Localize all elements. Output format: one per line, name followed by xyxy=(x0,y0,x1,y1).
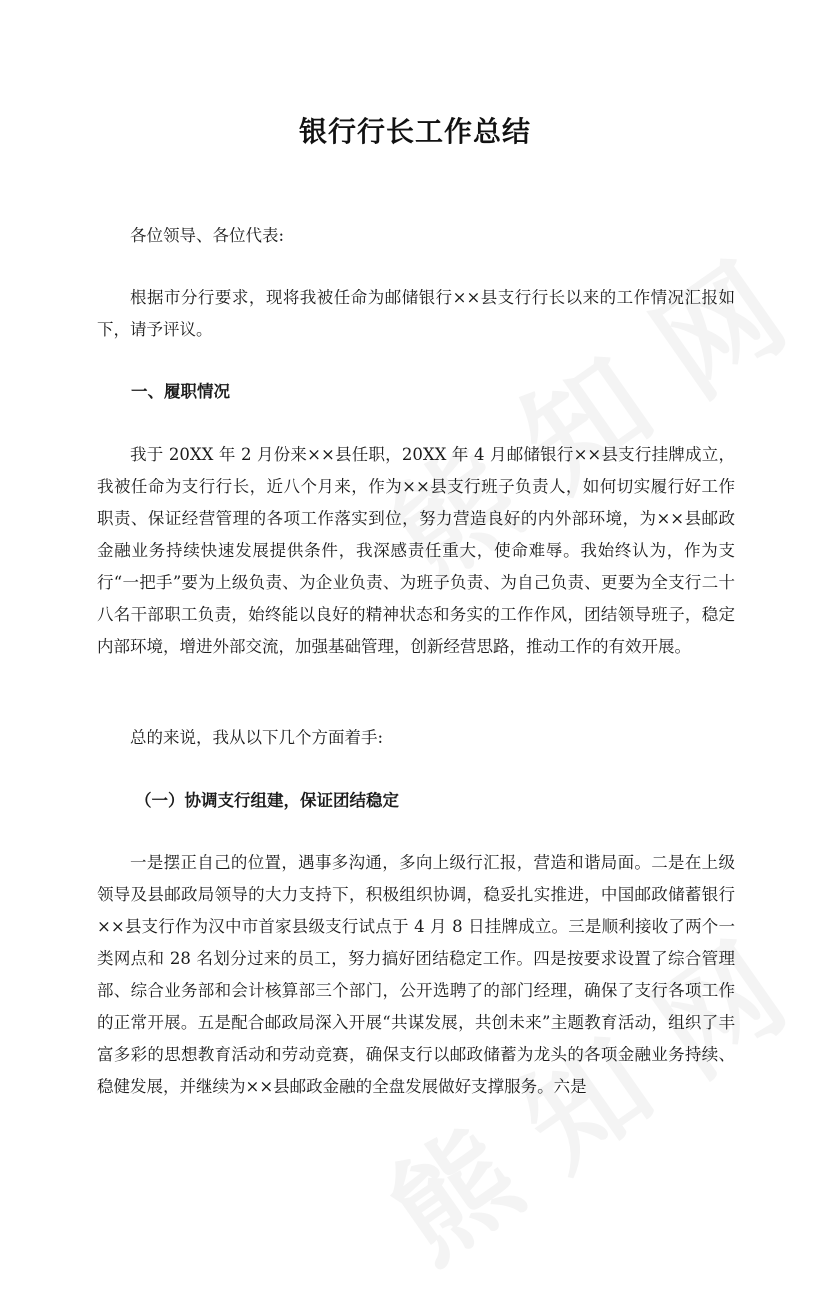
intro-paragraph: 根据市分行要求，现将我被任命为邮储银行××县支行行长以来的工作情况汇报如下，请予评议。 xyxy=(97,288,735,339)
salutation: 各位领导、各位代表: xyxy=(130,226,285,245)
section-heading-1: 一、履职情况 xyxy=(131,382,230,401)
summary-intro: 总的来说，我从以下几个方面着手: xyxy=(130,728,384,747)
subsection-1-paragraph: 一是摆正自己的位置，遇事多沟通，多向上级行汇报，营造和谐局面。二是在上级领导及县邮政局领导的大力支持下，积极组织协调，稳妥扎实推进，中国邮政储蓄银行××县支行作为汉中市首家县级支行试点于 4 月 8 日挂牌成立。三是顺利接收了两个一类网点和 28 名划分过来的员工，努力搞好团结稳定工作。四是按要求设置了综合管理部、综合业务部和会计核算部三个部门，公开选聘了的部门经理，确保了支行各项工作的正常开展。五是配合邮政局深入开展“共谋发展，共创未来”主题教育活动，组织了丰富多彩的思想教育活动和劳动竞赛，确保支行以邮政储蓄为龙头的各项金融业务持续、稳健发展，并继续为××县邮政金融的全盘发展做好支撑服务。六是 xyxy=(97,853,735,1096)
subsection-heading-1: （一）协调支行组建，保证团结稳定 xyxy=(135,791,399,810)
document-title: 银行行长工作总结 xyxy=(298,115,531,148)
section-1-paragraph: 我于 20XX 年 2 月份来××县任职，20XX 年 4 月邮储银行××县支行挂牌成立，我被任命为支行行长，近八个月来，作为××县支行班子负责人，如何切实履行好工作职责、保证经营管理的各项工作落实到位，努力营造良好的内外部环境，为××县邮政金融业务持续快速发展提供条件，我深感责任重大，使命难辱。我始终认为，作为支行“一把手”要为上级负责、为企业负责、为班子负责、为自己负责、更要为全支行二十八名干部职工负责，始终能以良好的精神状态和务实的工作作风，团结领导班子，稳定内部环境，增进外部交流，加强基础管理，创新经营思路，推动工作的有效开展。 xyxy=(97,445,735,656)
